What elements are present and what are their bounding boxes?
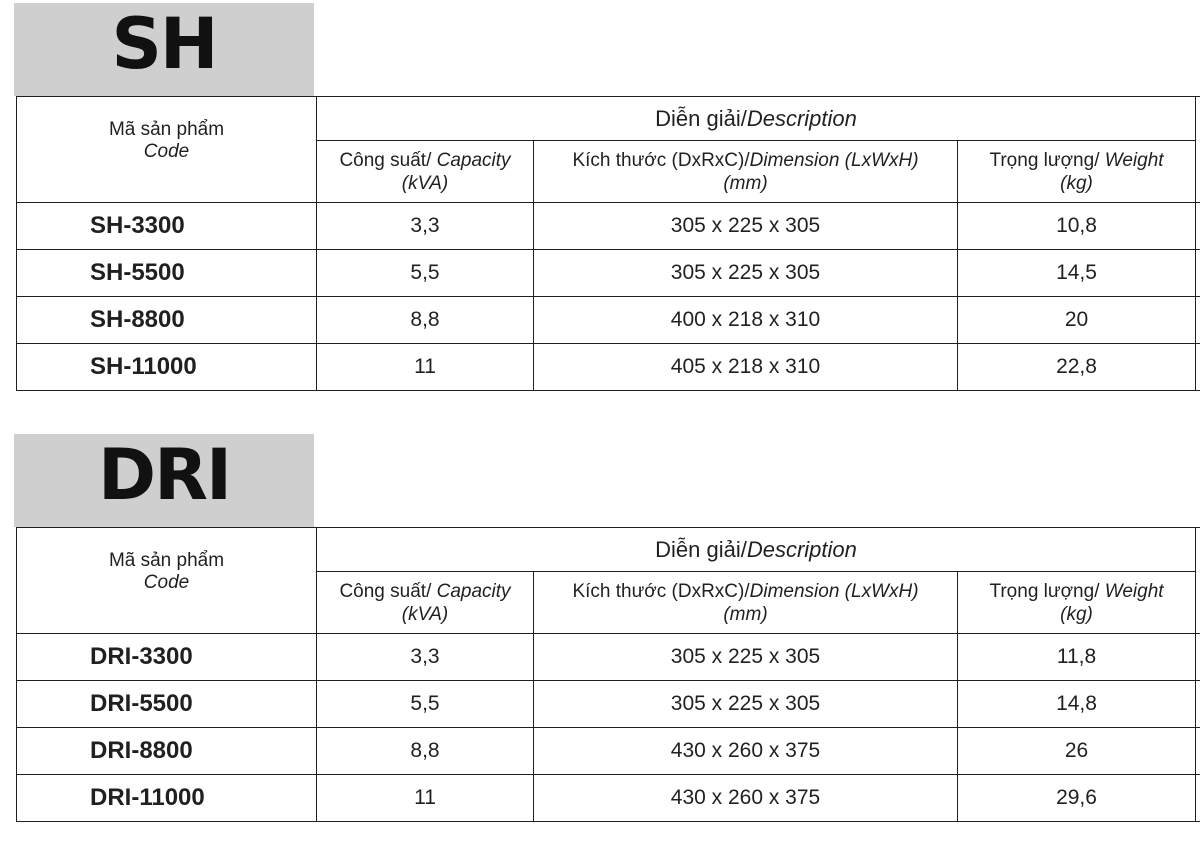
weight-value: 11,8 [958,634,1196,681]
dimension-header-vn: Kích thước (DxRxC)/ [572,580,750,602]
product-code: DRI-3300 [17,634,317,681]
capacity-header [317,141,534,203]
sh-title: SH [111,3,217,85]
dimension-value: 305 x 225 x 305 [534,250,958,297]
table-edge-cell [1196,250,1200,297]
weight-value: 14,5 [958,250,1196,297]
desc-header-en: Description [746,105,857,131]
table-edge-cell [1196,728,1200,775]
weight-header-vn: Trọng lượng/ [989,149,1105,171]
dri-spec-table [16,527,1200,822]
product-code: DRI-5500 [17,681,317,728]
dimension-value: 430 x 260 x 375 [534,775,958,822]
weight-value: 14,8 [958,681,1196,728]
weight-header-vn: Trọng lượng/ [989,580,1105,602]
code-header-en: Code [143,141,190,162]
capacity-value: 8,8 [317,728,534,775]
table-row [17,250,1200,297]
dri-title-banner [14,434,314,527]
weight-unit: (kg) [1060,172,1093,194]
code-header-vn: Mã sản phẩm [108,550,225,571]
dimension-value: 400 x 218 x 310 [534,297,958,344]
dimension-value: 430 x 260 x 375 [534,728,958,775]
capacity-header-vn: Công suất/ [339,149,437,171]
dimension-unit: (mm) [723,172,768,194]
desc-header-en: Description [746,536,857,562]
dimension-value: 405 x 218 x 310 [534,344,958,391]
weight-value: 26 [958,728,1196,775]
table-edge-cell [1196,528,1200,634]
dimension-value: 305 x 225 x 305 [534,681,958,728]
dimension-value: 305 x 225 x 305 [534,634,958,681]
dimension-header [534,572,958,634]
product-code: SH-11000 [17,344,317,391]
capacity-header-vn: Công suất/ [339,580,437,602]
table-row [17,681,1200,728]
table-row [17,344,1200,391]
weight-header [958,141,1196,203]
capacity-header-en: Capacity [436,580,511,602]
capacity-value: 3,3 [317,634,534,681]
capacity-value: 3,3 [317,203,534,250]
table-row [17,634,1200,681]
product-code: SH-5500 [17,250,317,297]
product-code: SH-3300 [17,203,317,250]
capacity-value: 8,8 [317,297,534,344]
dimension-unit: (mm) [723,603,768,625]
code-column-header [17,97,317,203]
description-header [317,528,1196,572]
capacity-value: 5,5 [317,250,534,297]
table-edge-cell [1196,344,1200,391]
weight-unit: (kg) [1060,603,1093,625]
dimension-header-en: Dimension (LxWxH) [749,149,919,171]
product-code: DRI-8800 [17,728,317,775]
desc-header-vn: Diễn giải/ [655,536,747,562]
table-edge-cell [1196,97,1200,203]
dimension-header-vn: Kích thước (DxRxC)/ [572,149,750,171]
table-row [17,297,1200,344]
capacity-value: 11 [317,775,534,822]
table-edge-cell [1196,297,1200,344]
dri-title: DRI [97,434,231,516]
table-edge-cell [1196,681,1200,728]
product-code: DRI-11000 [17,775,317,822]
desc-header-vn: Diễn giải/ [655,105,747,131]
weight-header [958,572,1196,634]
weight-value: 22,8 [958,344,1196,391]
weight-header-en: Weight [1104,580,1164,602]
sh-spec-table [16,96,1200,391]
table-row [17,728,1200,775]
weight-value: 20 [958,297,1196,344]
table-header-row [17,528,1200,572]
capacity-value: 5,5 [317,681,534,728]
capacity-header-en: Capacity [436,149,511,171]
weight-value: 10,8 [958,203,1196,250]
dimension-header [534,141,958,203]
table-edge-cell [1196,203,1200,250]
capacity-unit: (kVA) [401,172,449,194]
table-row [17,203,1200,250]
description-header [317,97,1196,141]
weight-value: 29,6 [958,775,1196,822]
table-edge-cell [1196,634,1200,681]
table-header-row [17,97,1200,141]
weight-header-en: Weight [1104,149,1164,171]
dimension-value: 305 x 225 x 305 [534,203,958,250]
product-code: SH-8800 [17,297,317,344]
dimension-header-en: Dimension (LxWxH) [749,580,919,602]
table-row [17,775,1200,822]
table-edge-cell [1196,775,1200,822]
code-header-en: Code [143,572,190,593]
capacity-value: 11 [317,344,534,391]
capacity-header [317,572,534,634]
code-column-header [17,528,317,634]
sh-title-banner [14,3,314,96]
code-header-vn: Mã sản phẩm [108,119,225,140]
capacity-unit: (kVA) [401,603,449,625]
